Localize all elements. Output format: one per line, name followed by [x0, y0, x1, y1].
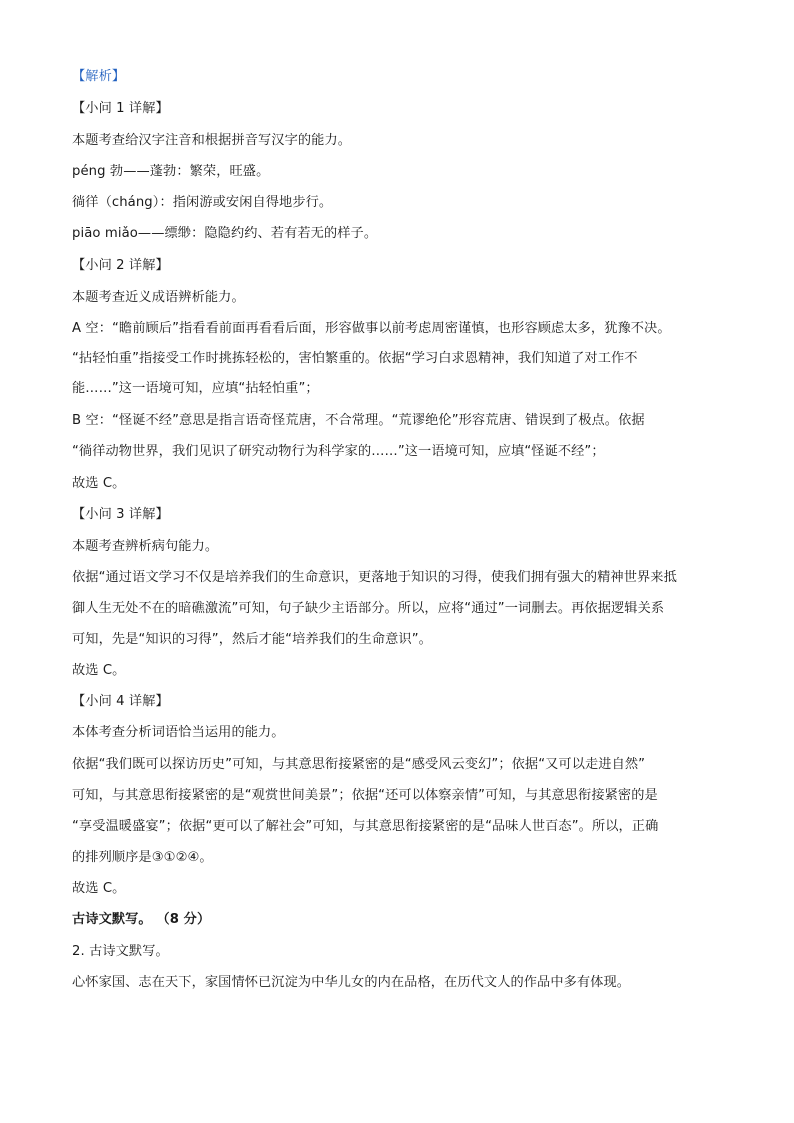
paragraph-line: 依据“我们既可以探访历史”可知，与其意思衔接紧密的是“感受风云变幻”；依据“又可以走进自然” — [72, 757, 646, 772]
paragraph-line: 徜徉（cháng）：指闲游或安闲自得地步行。 — [72, 195, 333, 210]
paragraph-line: 本体考查分析词语恰当运用的能力。 — [72, 725, 285, 740]
subquestion-2-heading: 【小问 2 详解】 — [72, 258, 169, 273]
paragraph-line: péng 勃——蓬勃：繁荣，旺盛。 — [72, 164, 270, 179]
paragraph-line: 可知，与其意思衔接紧密的是“观赏世间美景”；依据“还可以体察亲情”可知，与其意思衔接紧密的是 — [72, 788, 658, 803]
paragraph-line: A 空：“瞻前顾后”指看看前面再看看后面，形容做事以前考虑周密谨慎，也形容顾虑太多，犹豫不决。 — [72, 321, 671, 336]
paragraph-line: 依据“通过语文学习不仅是培养我们的生命意识，更落地于知识的习得，使我们拥有强大的精神世界来抵 — [72, 570, 677, 585]
paragraph-line: “徜徉动物世界，我们见识了研究动物行为科学家的……”这一语境可知，应填“怪诞不经”； — [72, 444, 605, 459]
paragraph-line: 心怀家国、志在天下，家国情怀已沉淀为中华儿女的内在品格，在历代文人的作品中多有体现。 — [72, 975, 631, 990]
paragraph-line: B 空：“怪诞不经”意思是指言语奇怪荒唐，不合常理。“荒谬绝伦”形容荒唐、错误到了极点。依据 — [72, 413, 645, 428]
answer-line: 故选 C。 — [72, 663, 126, 678]
paragraph-line: “享受温暖盛宴”；依据“更可以了解社会”可知，与其意思衔接紧密的是“品味人世百态”。所以，正确 — [72, 819, 659, 834]
paragraph-line: “拈轻怕重”指接受工作时挑拣轻松的，害怕繁重的。依据“学习白求恩精神，我们知道了对工作不 — [72, 351, 638, 366]
answer-line: 故选 C。 — [72, 881, 126, 896]
subquestion-3-heading: 【小问 3 详解】 — [72, 507, 169, 522]
section-heading: 古诗文默写。 （8 分） — [72, 912, 211, 927]
paragraph-line: 本题考查辨析病句能力。 — [72, 539, 219, 554]
answer-line: 故选 C。 — [72, 476, 126, 491]
paragraph-line: 的排列顺序是③①②④。 — [72, 850, 213, 865]
paragraph-line: 本题考查近义成语辨析能力。 — [72, 290, 245, 305]
paragraph-line: piāo miǎo——缥缈：隐隐约约、若有若无的样子。 — [72, 226, 378, 241]
question-2-title: 2. 古诗文默写。 — [72, 944, 169, 959]
subquestion-1-heading: 【小问 1 详解】 — [72, 101, 169, 116]
paragraph-line: 能……”这一语境可知，应填“拈轻怕重”； — [72, 381, 319, 396]
subquestion-4-heading: 【小问 4 详解】 — [72, 694, 169, 709]
analysis-heading: 【解析】 — [72, 69, 126, 84]
paragraph-line: 御人生无处不在的暗礁激流”可知，句子缺少主语部分。所以，应将“通过”一词删去。再依据逻辑关系 — [72, 601, 665, 616]
paragraph-line: 可知，先是“知识的习得”，然后才能“培养我们的生命意识”。 — [72, 632, 432, 647]
paragraph-line: 本题考查给汉字注音和根据拼音写汉字的能力。 — [72, 133, 352, 148]
